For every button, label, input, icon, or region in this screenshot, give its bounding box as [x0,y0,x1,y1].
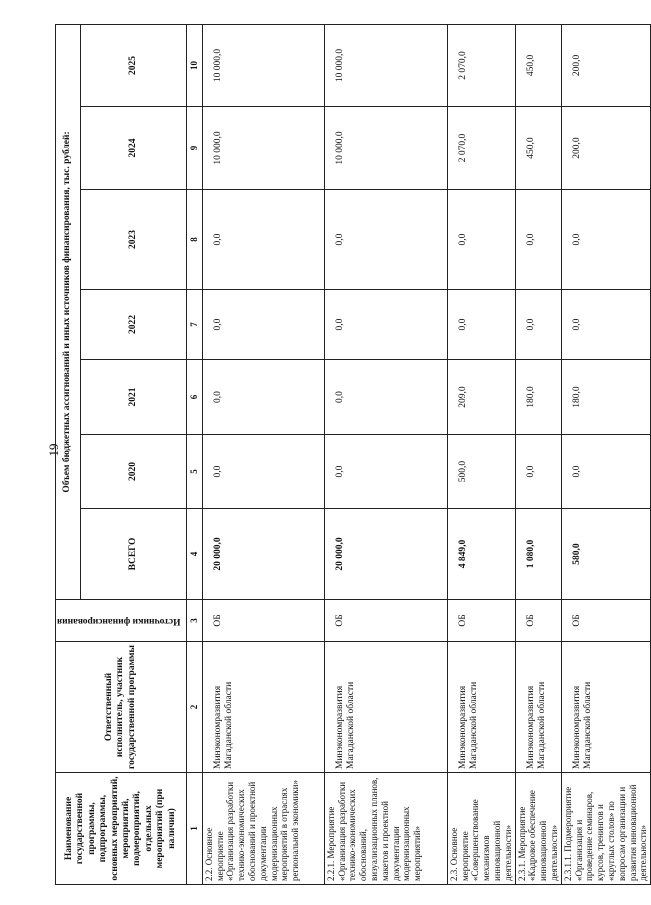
header-year-2023: 2023 [80,190,186,290]
row-executor: Минэкономразвития Магаданской области [561,642,650,773]
row-value-2021: 180,0 [561,360,650,435]
row-value-2023: 0,0 [515,190,561,290]
row-total: 20 000,0 [202,509,324,600]
header-year-2020: 2020 [80,435,186,509]
index-row [186,24,202,884]
row-value-2020: 0,0 [202,435,324,509]
header-year-2024: 2024 [80,107,186,190]
row-name: 2.3.1.1. Подмероприятие «Организация и проведение семинаров, курсов, тренингов и «круглых столов» по вопросам организации и развития инновационной деятельности» [561,773,650,885]
row-value-2025: 2 070,0 [447,24,515,106]
page-number: 19 [46,443,61,457]
index-cell: 1 [186,773,202,885]
row-value-2022: 0,0 [447,290,515,360]
row-value-2025: 10 000,0 [202,24,324,106]
row-value-2023: 0,0 [202,190,324,290]
row-value-2020: 0,0 [324,435,447,509]
row-value-2024: 450,0 [515,107,561,190]
row-value-2020: 0,0 [561,435,650,509]
row-value-2023: 0,0 [324,190,447,290]
row-total: 1 080,0 [515,509,561,600]
row-value-2023: 0,0 [447,190,515,290]
row-value-2025: 10 000,0 [324,24,447,106]
index-cell: 8 [186,190,202,290]
row-name: 2.2.1. Мероприятие «Организация разработки технико-экономических обоснований, визуализационных планов, макетов и проектной документации модернизационных мероприятий» [324,773,447,885]
financing-table [55,24,651,885]
index-cell: 3 [186,600,202,642]
row-value-2024: 10 000,0 [202,107,324,190]
row-value-2021: 0,0 [324,360,447,435]
row-source: ОБ [515,600,561,642]
header-year-2022: 2022 [80,290,186,360]
header-name: Наименование государственной программы, подпрограммы, основных мероприятий, мероприятий, подмероприятий, отдельных мероприятий (при наличии) [56,773,187,885]
table-row [202,24,324,884]
header-year-2021: 2021 [80,360,186,435]
row-value-2024: 2 070,0 [447,107,515,190]
header-executor: Ответственный исполнитель, участник государственной программы [56,642,187,773]
index-cell: 6 [186,360,202,435]
row-value-2020: 0,0 [515,435,561,509]
row-total: 580,0 [561,509,650,600]
table-row [324,24,447,884]
header-funding: Объем бюджетных ассигнований и иных источников финансирования, тыс. рублей: [56,24,81,599]
row-value-2024: 200,0 [561,107,650,190]
row-value-2022: 0,0 [324,290,447,360]
row-name: 2.2. Основное мероприятие «Организация разработки технико-экономических обоснований и проектной документации модернизационных мероприятий в отраслях региональной экономики» [202,773,324,885]
table-row [447,24,515,884]
row-value-2020: 500,0 [447,435,515,509]
row-source: ОБ [202,600,324,642]
index-cell: 7 [186,290,202,360]
row-value-2022: 0,0 [515,290,561,360]
header-year-2025: 2025 [80,24,186,106]
index-cell: 4 [186,509,202,600]
row-value-2021: 0,0 [202,360,324,435]
row-executor: Минэкономразвития Магаданской области [324,642,447,773]
row-source: ОБ [447,600,515,642]
row-value-2021: 180,0 [515,360,561,435]
row-value-2023: 0,0 [561,190,650,290]
row-executor: Минэкономразвития Магаданской области [202,642,324,773]
row-source: ОБ [324,600,447,642]
row-total: 20 000,0 [324,509,447,600]
table-row [561,24,650,884]
row-value-2024: 10 000,0 [324,107,447,190]
row-name: 2.3.1. Мероприятие «Кадровое обеспечение инновационной деятельности» [515,773,561,885]
row-value-2022: 0,0 [202,290,324,360]
rotated-page [55,25,649,885]
row-value-2021: 209,0 [447,360,515,435]
index-cell: 9 [186,107,202,190]
table-row [515,24,561,884]
index-cell: 5 [186,435,202,509]
row-executor: Минэкономразвития Магаданской области [447,642,515,773]
index-cell: 2 [186,642,202,773]
row-executor: Минэкономразвития Магаданской области [515,642,561,773]
header-year-total: ВСЕГО [80,509,186,600]
row-total: 4 849,0 [447,509,515,600]
row-value-2025: 200,0 [561,24,650,106]
row-name: 2.3. Основное мероприятие «Совершенствование механизмов инновационной деятельности» [447,773,515,885]
index-cell: 10 [186,24,202,106]
row-value-2022: 0,0 [561,290,650,360]
row-value-2025: 450,0 [515,24,561,106]
row-source: ОБ [561,600,650,642]
header-source: Источники финансирования [56,600,187,642]
